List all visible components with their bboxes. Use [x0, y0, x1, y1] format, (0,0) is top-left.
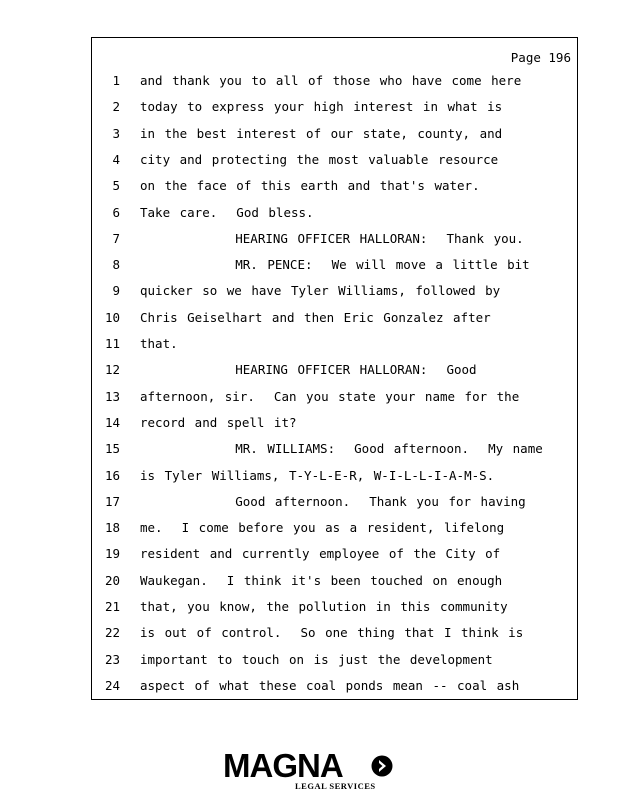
line-text: aspect of what these coal ponds mean -- coal ash — [140, 677, 520, 693]
line-number: 8 — [112, 257, 120, 273]
line-number: 18 — [104, 520, 120, 536]
transcript-line — [92, 124, 577, 144]
line-number: 15 — [104, 441, 120, 457]
transcript-line — [92, 518, 577, 538]
line-text: Take care. God bless. — [140, 204, 314, 220]
line-text: Good afternoon. Thank you for having — [140, 493, 526, 509]
line-number: 5 — [112, 178, 120, 194]
line-number: 21 — [104, 599, 120, 614]
magna-logo — [223, 748, 398, 793]
transcript-line — [92, 203, 577, 223]
line-text: and thank you to all of those who have come here — [140, 73, 522, 88]
line-number: 22 — [104, 625, 120, 641]
transcript-line — [92, 229, 577, 249]
line-number: 13 — [104, 388, 120, 404]
line-number: 6 — [112, 204, 120, 220]
line-text: afternoon, sir. Can you state your name for the — [140, 388, 520, 404]
line-number: 9 — [112, 283, 120, 299]
line-number: 16 — [104, 467, 120, 483]
line-number: 7 — [112, 230, 120, 246]
line-text: me. I come before you as a resident, lifelong — [140, 520, 505, 536]
transcript-page — [91, 37, 578, 700]
line-number: 4 — [112, 151, 120, 167]
transcript-line — [92, 281, 577, 301]
line-text: in the best interest of our state, county, and — [140, 125, 503, 141]
line-number: 20 — [104, 572, 120, 588]
transcript-line — [92, 176, 577, 196]
line-text: important to touch on is just the development — [140, 651, 493, 667]
line-number: 23 — [104, 651, 120, 667]
transcript-line — [92, 360, 577, 380]
line-number: 19 — [104, 546, 120, 562]
line-text: that, you know, the pollution in this community — [140, 599, 508, 614]
line-text: MR. PENCE: We will move a little bit — [140, 257, 530, 273]
line-text: city and protecting the most valuable resource — [140, 151, 499, 167]
transcript-line — [92, 466, 577, 486]
transcript-line — [92, 623, 577, 643]
line-text: Waukegan. I think it's been touched on enough — [140, 572, 503, 588]
line-text: Chris Geiselhart and then Eric Gonzalez after — [140, 309, 491, 325]
transcript-line — [92, 676, 577, 696]
transcript-line — [92, 544, 577, 564]
transcript-line — [92, 571, 577, 591]
transcript-line — [92, 413, 577, 433]
line-number: 17 — [104, 493, 120, 509]
line-text: resident and currently employee of the City of — [140, 546, 501, 562]
transcript-line — [92, 492, 577, 512]
transcript-line — [92, 334, 577, 354]
transcript-line — [92, 97, 577, 117]
line-text: MR. WILLIAMS: Good afternoon. My name — [140, 441, 543, 457]
line-text: HEARING OFFICER HALLORAN: Thank you. — [140, 230, 524, 246]
transcript-line — [92, 255, 577, 275]
logo-wordmark: MAGNA — [223, 747, 343, 784]
line-text: quicker so we have Tyler Williams, followed by — [140, 283, 501, 299]
line-text: that. — [140, 336, 178, 351]
transcript-line — [92, 308, 577, 328]
line-number: 24 — [104, 677, 120, 693]
line-text: today to express your high interest in what is — [140, 99, 503, 115]
line-text: on the face of this earth and that's water. — [140, 178, 480, 194]
line-text: HEARING OFFICER HALLORAN: Good — [140, 362, 477, 378]
transcript-line — [92, 150, 577, 170]
line-number: 10 — [104, 309, 120, 325]
line-number: 2 — [112, 99, 120, 115]
transcript-line — [92, 71, 577, 91]
transcript-line — [92, 597, 577, 617]
transcript-line — [92, 387, 577, 407]
line-number: 11 — [104, 336, 120, 351]
arrow-circle-icon — [371, 755, 393, 777]
line-text: is Tyler Williams, T-Y-L-E-R, W-I-L-L-I-A-M-S. — [140, 467, 495, 483]
line-number: 14 — [104, 414, 120, 430]
line-text: record and spell it? — [140, 414, 297, 430]
line-number: 1 — [112, 73, 120, 88]
logo-subtitle: LEGAL SERVICES — [295, 781, 376, 791]
line-text: is out of control. So one thing that I think is — [140, 625, 524, 641]
transcript-line — [92, 650, 577, 670]
line-number: 3 — [112, 125, 120, 141]
page-number: Page 196 — [510, 50, 571, 65]
line-number: 12 — [104, 362, 120, 378]
transcript-line — [92, 439, 577, 459]
